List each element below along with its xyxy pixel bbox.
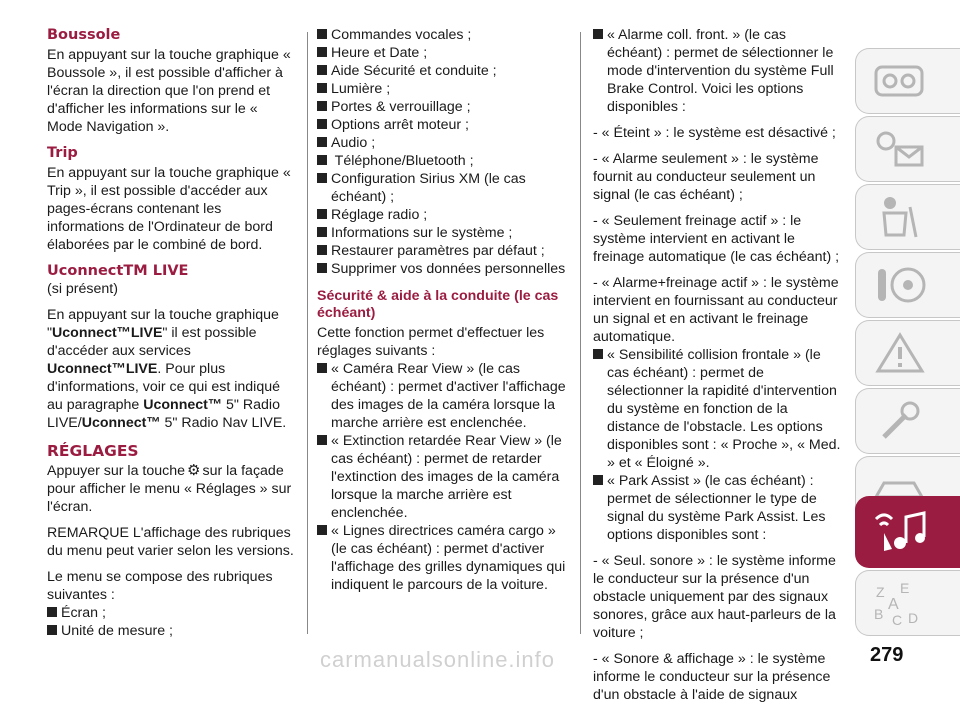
bullet-square-icon (317, 65, 327, 75)
bullet-square-icon (317, 155, 327, 165)
tab-driving[interactable] (855, 252, 960, 318)
heading-uconnect: UconnectTM LIVE (47, 263, 189, 279)
option-freinage: - « Seulement freinage actif » : le système intervient en activant le freinage automatique (le cas échéant) ; (593, 213, 840, 265)
svg-text:Z: Z (876, 584, 885, 600)
bullet-square-icon (47, 607, 57, 617)
paragraph-uconnect: En appuyant sur la touche graphique "Uconnect™LIVE" il est possible d'accéder aux services Uconnect™LIVE. Pour plus d'informations, voir ce qui est indiqué au paragraphe Uconnect™ 5" Radio LIVE/Uconnect™ 5" Radio Nav LIVE. (47, 307, 287, 431)
column-divider (307, 32, 308, 634)
tab-emergency[interactable] (855, 320, 960, 386)
bullet-square-icon (317, 209, 327, 219)
bullet-square-icon (593, 29, 603, 39)
heading-reglages: RÉGLAGES (47, 442, 139, 460)
dashboard-icon (870, 57, 930, 105)
bullet-square-icon (317, 29, 327, 39)
option-alarme-freinage: - « Alarme+freinage actif » : le système intervient en fournissant au conducteur un signal et en activant le freinage automatique. (593, 275, 839, 345)
list-item: Supprimer vos données personnelles (317, 260, 569, 278)
paragraph-securite: Cette fonction permet d'effectuer les réglages suivants : (317, 325, 545, 359)
paragraph-reglages: Appuyer sur la touche ⚙ sur la façade pour afficher le menu « Réglages » sur l'écran. (47, 462, 292, 515)
list-item: « Sensibilité collision frontale » (le cas échéant) : permet de sélectionner la rapidité d'intervention du système en fonction de la distance de l'obstacle. Les options disponibles sont : « Proche », « Med. » et « Éloigné ». (593, 346, 843, 472)
watermark: carmanualsonline.info (320, 647, 556, 672)
bullet-square-icon (317, 245, 327, 255)
paragraph-boussole: En appuyant sur la touche graphique « Boussole », il est possible d'afficher à l'écran la direction que l'on prend et d'afficher les informations sur le « Mode Navigation ». (47, 47, 291, 135)
list-item: Options arrêt moteur ; (317, 116, 569, 134)
column-3 (593, 26, 843, 704)
bullet-square-icon (317, 525, 327, 535)
option-eteint: - « Éteint » : le système est désactivé ; (593, 125, 836, 141)
bullet-square-icon (317, 47, 327, 57)
wrench-icon (870, 397, 930, 445)
bullet-square-icon (47, 625, 57, 635)
heading-trip: Trip (47, 145, 78, 161)
svg-text:A: A (888, 596, 899, 613)
list-item: Téléphone/Bluetooth ; (317, 152, 569, 170)
paragraph-menu: Le menu se compose des rubriques suivantes : (47, 569, 273, 603)
tab-multimedia[interactable] (855, 496, 960, 568)
seatbelt-icon (870, 193, 930, 241)
bullet-square-icon (593, 349, 603, 359)
tab-safety[interactable] (855, 184, 960, 250)
bullet-square-icon (317, 363, 327, 373)
svg-text:B: B (874, 606, 884, 622)
tab-warning-lights[interactable] (855, 116, 960, 182)
bullet-square-icon (317, 435, 327, 445)
multimedia-icon (870, 505, 934, 561)
list-item: Restaurer paramètres par défaut ; (317, 242, 569, 260)
column-1 (47, 26, 297, 640)
list-item: Écran ; (47, 604, 297, 622)
list-item: Commandes vocales ; (317, 26, 569, 44)
list-item: Heure et Date ; (317, 44, 569, 62)
uconnect-subtitle: (si présent) (47, 281, 118, 297)
tab-dashboard[interactable] (855, 48, 960, 114)
bullet-square-icon (317, 263, 327, 273)
list-item: Configuration Sirius XM (le cas échéant) ; (317, 170, 569, 206)
svg-text:E: E (900, 580, 910, 596)
heading-securite: Sécurité & aide à la conduite (le cas échéant) (317, 288, 559, 321)
column-2 (317, 26, 569, 594)
column-divider (580, 32, 581, 634)
option-alarme-seulement: - « Alarme seulement » : le système fournit au conducteur seulement un signal (le cas échéant) ; (593, 151, 819, 203)
bullet-square-icon (317, 83, 327, 93)
option-seul-sonore: - « Seul. sonore » : le système informe le conducteur sur la présence d'un obstacle uniquement par des signaux sonores, grâce aux haut-parleurs de la voiture ; (593, 553, 836, 641)
index-letters-icon (870, 579, 930, 627)
list-item: « Alarme coll. front. » (le cas échéant) : permet de sélectionner le mode d'intervention du système Full Brake Control. Voici les options disponibles : (593, 26, 843, 116)
bullet-square-icon (317, 173, 327, 183)
bullet-square-icon (317, 137, 327, 147)
bullet-square-icon (317, 119, 327, 129)
warning-triangle-icon (870, 329, 930, 377)
paragraph-trip: En appuyant sur la touche graphique « Trip », il est possible d'accéder aux pages-écrans contenant les informations de l'Ordinateur de bord élaborées par le combiné de bord. (47, 165, 291, 253)
list-item: Aide Sécurité et conduite ; (317, 62, 569, 80)
steering-wheel-icon (870, 261, 930, 309)
list-item: Réglage radio ; (317, 206, 569, 224)
tab-maintenance[interactable] (855, 388, 960, 454)
list-item: Lumière ; (317, 80, 569, 98)
list-item: Audio ; (317, 134, 569, 152)
list-item: « Park Assist » (le cas échéant) : permet de sélectionner le type de signal du système Park Assist. Les options disponibles sont : (593, 472, 843, 544)
list-item: « Extinction retardée Rear View » (le cas échéant) : permet de retarder l'extinction des images de la caméra lorsque la marche arrière est enclenchée. (317, 432, 569, 522)
paragraph-remarque: REMARQUE L'affichage des rubriques du menu peut varier selon les versions. (47, 525, 294, 559)
svg-text:C: C (892, 612, 903, 627)
list-item: Unité de mesure ; (47, 622, 297, 640)
tab-index[interactable] (855, 570, 960, 636)
option-sonore-affichage: - « Sonore & affichage » : le système informe le conducteur sur la présence d'un obstacle à l'aide de signaux (593, 651, 831, 703)
svg-text:D: D (908, 610, 919, 626)
page-number: 279 (870, 644, 904, 666)
warning-lights-icon (870, 125, 930, 173)
settings-gear-icon: ⚙ (187, 462, 201, 479)
list-item: « Caméra Rear View » (le cas échéant) : permet d'activer l'affichage des images de la caméra lorsque la marche arrière est enclenchée. (317, 360, 569, 432)
bullet-square-icon (317, 101, 327, 111)
bullet-square-icon (593, 475, 603, 485)
list-item: Informations sur le système ; (317, 224, 569, 242)
bullet-square-icon (317, 227, 327, 237)
list-item: Portes & verrouillage ; (317, 98, 569, 116)
heading-boussole: Boussole (47, 27, 121, 43)
list-item: « Lignes directrices caméra cargo » (le cas échéant) : permet d'activer l'affichage des grilles dynamiques qui indiquent le parcours de la voiture. (317, 522, 569, 594)
